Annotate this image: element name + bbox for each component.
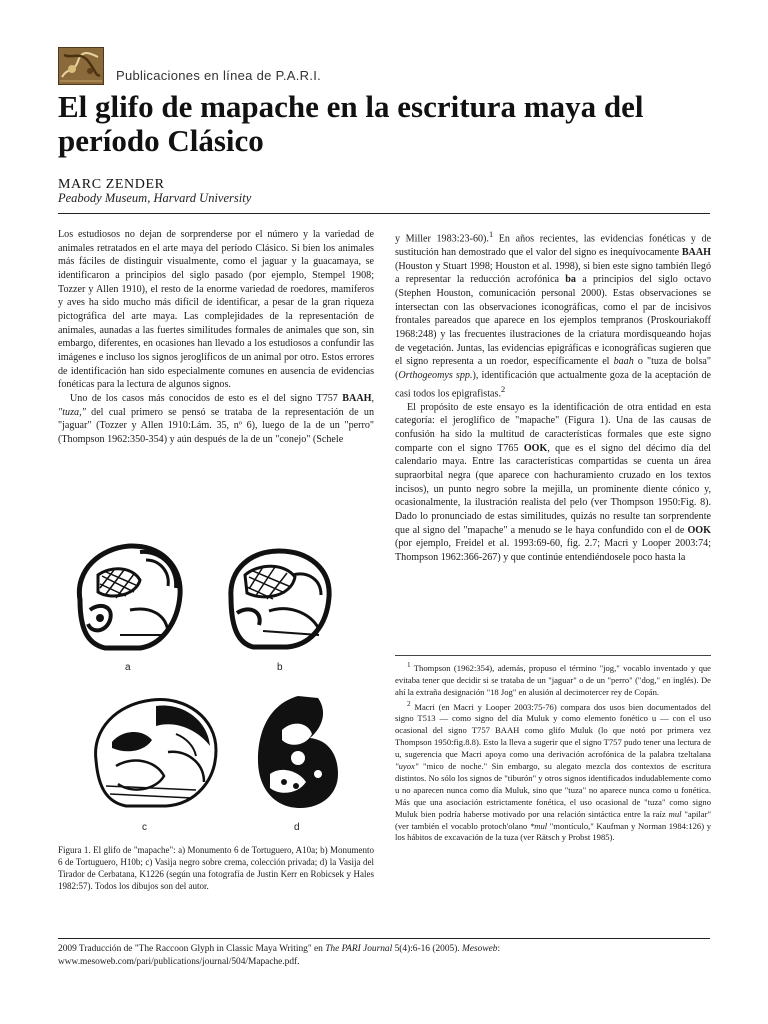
text-run: o "tuza de bolsa" ( [395, 356, 711, 381]
left-paragraph-1: Los estudiosos no dejan de sorprenderse por el número y la variedad de animales retratados en el arte maya del período Clásico. Si bien los animales más fáciles de distinguir visualmente, como el jaguar y la guacamaya, se identificaron a principios del siglo pasado (por ejemplo, Stempel 1908; Tozzer y Allen 1910), el resto de la enorme variedad de roedores, mamíferos y aves ha sido mucho más difícil de identificar, a pesar de la gran riqueza pictográfica del arte maya. Las complejidades de la representación de animales, aunadas a las fuertes similitudes formales de animales que son, sin embargo, diferentes, en ocasiones han llevado a los estudiosos a confundir las imágenes e incluso los signos jeroglíficos de un animal por otro. Estos errores de identificación han sido especialmente comunes en ausencia de evidencias fonéticas para la lectura de algunos signos. [58, 229, 374, 391]
italic-run: baah [613, 356, 634, 368]
text-run: (Houston y Stuart 1998; Houston et al. 1998), si bien este signo también llegó a representar la reducción acrofónica [395, 260, 711, 286]
italic-run: *mul [529, 820, 548, 831]
pari-logo [58, 47, 104, 85]
bold-run: ba [565, 274, 576, 286]
header-rule [58, 213, 710, 214]
footnote-rule [395, 655, 711, 656]
bold-run: OOK [523, 442, 548, 454]
site-name: Mesoweb [462, 944, 498, 954]
right-column [395, 228, 711, 564]
text-run: , que es el signo del décimo día del calendario maya. Entre las características compartidas se cuenta un área supraorbital negra (que aparece con hachuramiento cruzado en los textos incisos), un punto negro sobre la mejilla, un prominente diente cónico y, ocasionalmente, la ilustración realista del pelo (ver Thompson 1950:Fig. 8). Dado lo pronunciado de estas similitudes, quizás no resulte tan sorprendente que al signo del "mapache" a menudo se le haya confundido con el de [395, 442, 711, 536]
title-line-2: período Clásico [58, 123, 264, 158]
text-run: a principios del siglo octavo (Stephen Houston, comunicación personal 2000). Estas observaciones se intersectan con las observaciones iconográficas, como el par de incisivos frontales pareados que aparece en los ejemplos tempranos (Proskouriakoff 1968:248) y las frecuentes ilustraciones de la criatura mordisqueando hojas de vegetación. Juntas, las evidencias epigráficas e iconográficas sugieren que el signo representa a un roedor, específicamente el [395, 274, 711, 368]
text-run: En años recientes, las evidencias fonéticas y de sustitución han demostrado que el valor del signo es inequívocamente [395, 233, 711, 259]
text-run: 5(4):6-16 (2005). [392, 944, 463, 954]
footnotes [395, 660, 711, 844]
figure-label-d: d [294, 822, 300, 833]
journal-name: The PARI Journal [325, 944, 393, 954]
glyph-c-image [86, 690, 226, 815]
figure-caption: Figura 1. El glifo de "mapache": a) Monumento 6 de Tortuguero, A10a; b) Monumento 6 de Tortuguero, H10b; c) Vasija negro sobre crema, colección privada; d) la Vasija del Tirador de Cerbatana, K1226 (según una fotografía de Justin Kerr en Robicsek y Hales 1982:57). Todos los dibujos son del autor. [58, 845, 374, 891]
footnote-2 [395, 699, 711, 845]
text-run: Thompson (1962:354), además, propuso el término "jog," vocablo inventado y que evitaba tener que decidir si se trataba de un "jaguar" o de un "perro" ("dog," en inglés). De ahí la extraña designación "18 Jog" en alusión al decimotercer rey de Copán. [395, 662, 711, 697]
bold-run: OOK [687, 524, 711, 536]
figure-label-a: a [125, 662, 131, 673]
footer-citation [58, 943, 710, 969]
footnote-1 [395, 660, 711, 699]
footer-url[interactable]: : www.mesoweb.com/pari/publications/journal/504/Mapache.pdf. [58, 944, 501, 967]
author-name: MARC ZENDER [58, 177, 165, 192]
text-run: Macri (en Macri y Looper 2003:75-76) compara dos usos bien documentados del signo T513 — como signo del día Muluk y como elemento fonético u — con el uso ocasional del signo T757 BAAH como glifo Muluk (lo que notó por primera vez Thompson 1950:fig.8.8). Esto la lleva a sugerir que el signo T757 pudo tener una lectura de u, sugerencia que Macri apoya como una derivación acrofónica de la palabra tzeltalana [395, 701, 711, 760]
italic-run: mul [668, 808, 682, 819]
footnote-ref-1: 1 [488, 230, 494, 239]
text-run: , [371, 392, 374, 404]
bold-run: BAAH [342, 392, 372, 404]
glyph-a-image [70, 540, 190, 655]
right-paragraph-1 [395, 228, 711, 401]
text-run: "montículo," Kaufman y Norman 1984:126) y los hábitos de excavación de la tuza (ver Rätsch y Probst 1985). [395, 820, 711, 843]
series-name: Publicaciones en línea de P.A.R.I. [116, 68, 322, 83]
left-paragraph-2 [58, 392, 374, 447]
glyph-b-image [223, 545, 338, 655]
bold-run: BAAH [681, 247, 711, 259]
figure-label-b: b [277, 662, 283, 673]
italic-run: Orthogeomys spp. [398, 369, 473, 381]
figure-1 [58, 540, 368, 840]
footnote-number: 1 [407, 661, 411, 669]
text-run: "apilar" (ver también el vocablo protoch'olano [395, 808, 711, 831]
right-paragraph-2 [395, 401, 711, 565]
footnote-ref-2: 2 [500, 384, 506, 394]
paper-title [58, 90, 718, 158]
text-run: ), identificación que actualmente goza de la aceptación de casi todos los epigrafistas. [395, 369, 711, 399]
left-column [58, 228, 374, 447]
footer-rule [58, 938, 710, 939]
glyph-d-image [248, 690, 348, 815]
text-run: y Miller 1983:23-60). [395, 233, 489, 245]
title-line-1: El glifo de mapache en la escritura maya del [58, 89, 644, 124]
text-run: Uno de los casos más conocidos de esto es el del signo T757 [70, 392, 343, 404]
footnote-number: 2 [407, 699, 411, 708]
text-run: El propósito de este ensayo es la identificación de otra entidad en esta categoría: el jeroglífico de "mapache" (Figura 1). Una de las causas de confusión ha sido la multitud de características formales que este signo comparte con el signo T765 [395, 401, 711, 454]
text-run: 2009 Traducción de "The Raccoon Glyph in Classic Maya Writing" en [58, 944, 326, 954]
text-run: (por ejemplo, Freidel et al. 1993:69-60, fig. 2.7; Macri y Looper 2003:74; Thompson 1962:366-267) y que continúe entendiéndosele poco hasta la [395, 538, 711, 563]
italic-run: "uyox" [395, 760, 419, 771]
figure-label-c: c [142, 822, 147, 833]
text-run: del cual primero se pensó se trataba de la representación de un "jaguar" (Tozzer y Allen 1910:Lám. 35, nº 6), luego de la de un "perro" (Thompson 1962:350-354) y aún después de la de un "conejo" (Schele [58, 406, 374, 445]
italic-run: "tuza," [58, 406, 86, 418]
author-affiliation: Peabody Museum, Harvard University [58, 191, 252, 205]
text-run: "mico de noche." Sin embargo, su alegato mezcla dos contextos de escritura distintos. No sólo los signos de "tiburón" y otros signos identificados indudablemente como u no aparecen nunca como día Muluk, sino que "tuza" no aparece nunca como u fonética. Más que una asociación estrictamente fonética, el uso ocasional de "tuza" como signo Muluk bien podría haberse motivado por una relación sintáctica entre la raíz [395, 760, 711, 819]
